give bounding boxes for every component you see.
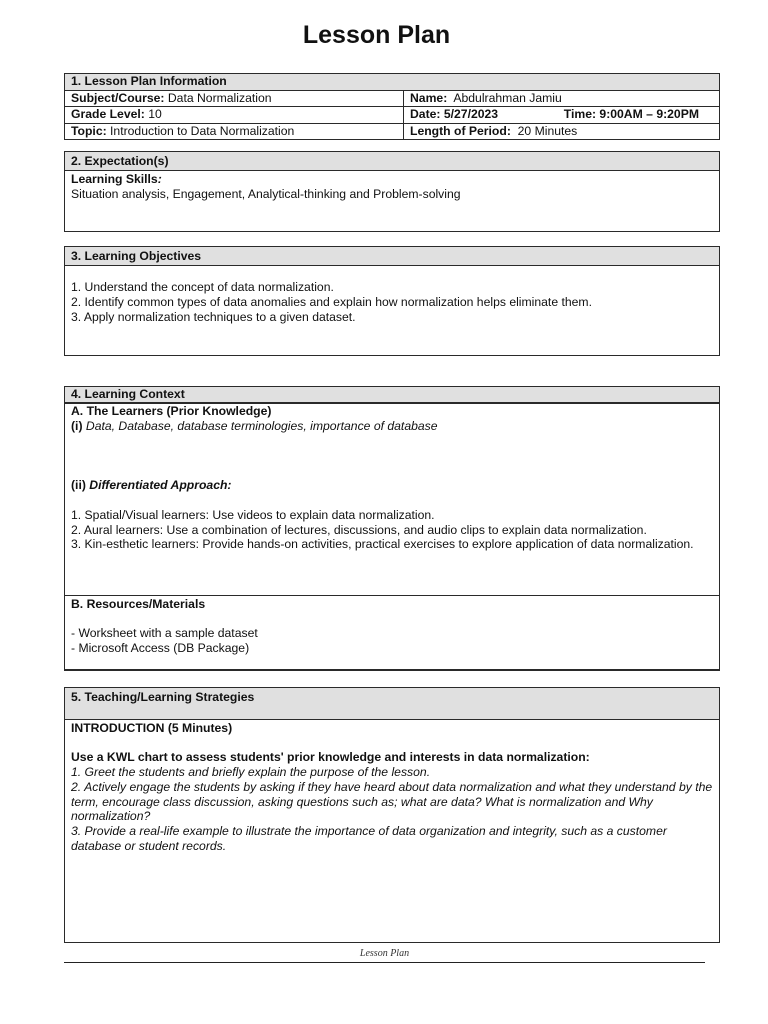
learning-skills-colon: : xyxy=(157,172,162,186)
subject-label: Subject/Course: xyxy=(71,90,165,105)
resources-header: B. Resources/Materials xyxy=(71,597,206,611)
page-footer: Lesson Plan xyxy=(64,948,705,963)
length-label: Length of Period: xyxy=(410,123,511,138)
resources-block xyxy=(65,596,719,656)
prior-knowledge-number: (i) xyxy=(71,418,83,433)
kwl-instruction: Use a KWL chart to assess students' prior knowledge and interests in data normalization: xyxy=(71,749,590,764)
introduction-heading: INTRODUCTION (5 Minutes) xyxy=(71,721,233,735)
differentiated-item: 3. Kin-esthetic learners: Provide hands-on activities, practical exercises to explore application of data normalization. xyxy=(71,537,694,552)
expectations-section xyxy=(64,151,720,232)
expectations-body xyxy=(65,171,719,202)
length-cell xyxy=(404,124,583,140)
topic-cell xyxy=(65,124,404,140)
objective-item: 3. Apply normalization techniques to a given dataset. xyxy=(71,309,356,324)
section-header: 2. Expectation(s) xyxy=(65,152,719,171)
differentiated-label: Differentiated Approach: xyxy=(89,477,232,492)
prior-knowledge-text: Data, Database, database terminologies, importance of database xyxy=(85,418,438,433)
learners-header: A. The Learners (Prior Knowledge) xyxy=(71,404,272,418)
topic-value: Introduction to Data Normalization xyxy=(110,123,295,138)
differentiated-item: 1. Spatial/Visual learners: Use videos to explain data normalization. xyxy=(71,507,435,522)
date-time-cell xyxy=(404,107,719,123)
info-row xyxy=(65,124,719,140)
strategy-item: 1. Greet the students and briefly explain the purpose of the lesson. xyxy=(71,764,431,779)
length-value: 20 Minutes xyxy=(517,123,578,138)
name-label: Name: xyxy=(410,90,448,105)
strategies-body xyxy=(65,720,719,854)
subject-cell xyxy=(65,91,404,107)
section-header: 4. Learning Context xyxy=(65,387,719,404)
topic-label: Topic: xyxy=(71,123,107,138)
subject-value: Data Normalization xyxy=(167,90,272,105)
objectives-section xyxy=(64,246,720,356)
section-header: 1. Lesson Plan Information xyxy=(65,74,719,91)
differentiated-number: (ii) xyxy=(71,477,86,492)
info-row xyxy=(65,91,719,108)
strategies-section xyxy=(64,687,720,943)
grade-label: Grade Level: xyxy=(71,107,145,121)
objectives-list xyxy=(65,266,719,325)
resource-item: - Worksheet with a sample dataset xyxy=(71,625,258,640)
learning-context-section xyxy=(64,386,720,671)
resource-item: - Microsoft Access (DB Package) xyxy=(71,640,250,655)
learning-skills-text: Situation analysis, Engagement, Analytical-thinking and Problem-solving xyxy=(71,186,461,201)
date-label: Date: 5/27/2023 xyxy=(410,107,499,121)
section-header: 3. Learning Objectives xyxy=(65,247,719,266)
name-cell xyxy=(404,91,568,107)
learners-block xyxy=(65,404,719,596)
learning-skills-label: Learning Skills xyxy=(71,172,158,186)
info-row xyxy=(65,107,719,124)
grade-value: 10 xyxy=(148,107,162,121)
differentiated-item: 2. Aural learners: Use a combination of lectures, discussions, and audio clips to explain data normalization. xyxy=(71,522,647,537)
page-title: Lesson Plan xyxy=(302,21,451,49)
objective-item: 1. Understand the concept of data normalization. xyxy=(71,280,334,294)
lesson-info-section xyxy=(64,73,720,140)
strategy-item: 3. Provide a real-life example to illustrate the importance of data organization and integrity, such as a customer database or student records. xyxy=(71,824,667,854)
objective-item: 2. Identify common types of data anomalies and explain how normalization helps eliminate them. xyxy=(71,294,592,309)
name-value: Abdulrahman Jamiu xyxy=(453,90,562,105)
time-label: Time: 9:00AM – 9:20PM xyxy=(563,107,699,121)
grade-cell xyxy=(65,107,404,123)
strategy-item: 2. Actively engage the students by asking if they have heard about data normalization and what they understand by the term, encourage class discussion, asking questions such as; what are data? What is normalization and Why normalization? xyxy=(71,779,713,824)
section-header: 5. Teaching/Learning Strategies xyxy=(65,688,719,720)
